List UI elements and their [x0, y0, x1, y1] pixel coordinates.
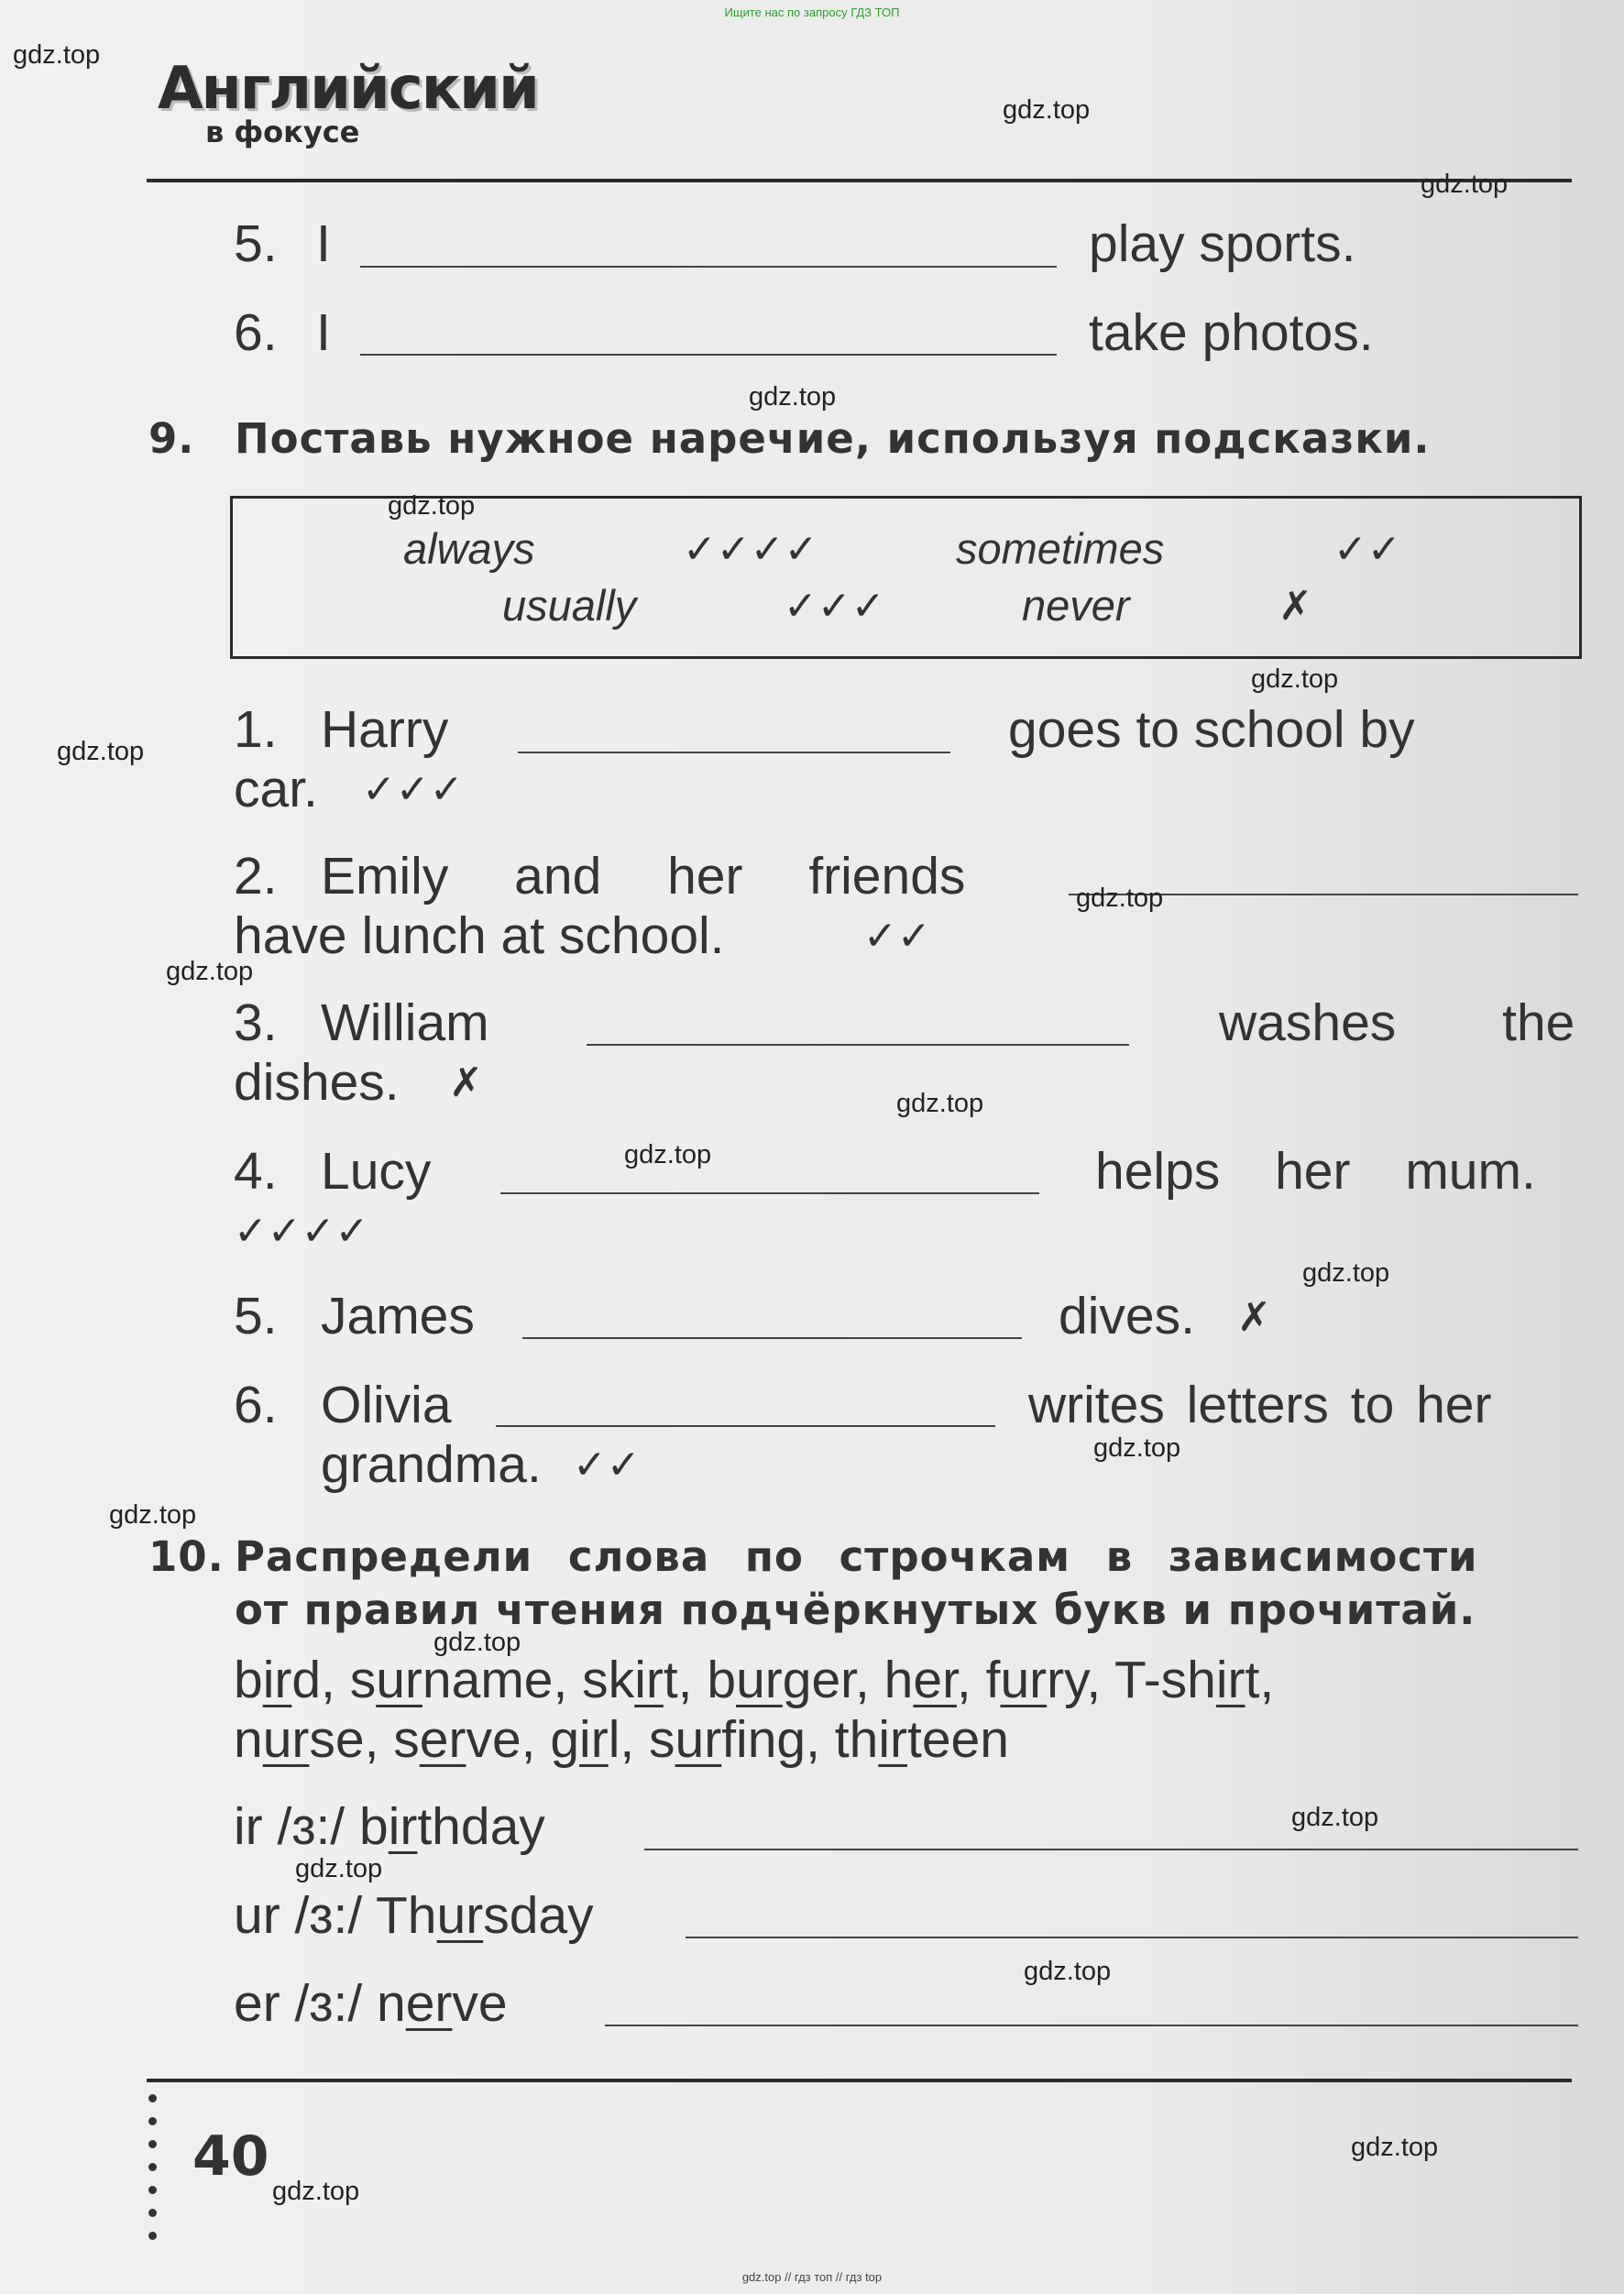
- prev-item-5-number: 5.: [234, 214, 278, 273]
- ex10-number: 10.: [148, 1532, 225, 1581]
- answer-line[interactable]: [522, 1337, 1022, 1339]
- margin-dot: [148, 2140, 157, 2148]
- watermark: gdz.top: [1076, 884, 1164, 913]
- margin-dot: [148, 2209, 157, 2217]
- prev-item-6-number: 6.: [234, 303, 278, 362]
- answer-line[interactable]: [500, 1192, 1039, 1194]
- ex9-item-3-name: William: [321, 993, 489, 1052]
- ex9-item-1-after: goes to school by: [1008, 700, 1415, 759]
- ex9-item-2-name: Emily and her friends: [321, 847, 966, 906]
- ex9-item-3-number: 3.: [234, 993, 278, 1052]
- ex9-item-5-name: James: [321, 1287, 475, 1345]
- ex9-item-4-after: helps her mum.: [1095, 1142, 1536, 1201]
- ex9-item-6-line2: grandma.: [321, 1435, 542, 1494]
- answer-line[interactable]: [360, 266, 1057, 268]
- ex9-item-2-line2: have lunch at school.: [234, 906, 725, 965]
- watermark: gdz.top: [749, 382, 837, 412]
- answer-line[interactable]: [605, 2025, 1578, 2026]
- ex9-item-6-number: 6.: [234, 1376, 278, 1434]
- ex10-row-ir: ir /ɜ:/ birthday: [234, 1797, 545, 1856]
- ex9-item-3-marks: ✗: [449, 1059, 483, 1106]
- watermark: gdz.top: [388, 491, 476, 521]
- hint-always-marks: ✓✓✓✓: [683, 526, 818, 573]
- ex10-words-line2: nurse, serve, girl, surfing, thirteen: [234, 1710, 1009, 1769]
- watermark: gdz.top: [166, 957, 254, 986]
- ex9-item-6-after: writes letters to her: [1028, 1376, 1492, 1434]
- ex9-item-1-number: 1.: [234, 700, 278, 759]
- prev-item-5-subject: I: [316, 214, 331, 273]
- ex9-item-6-marks: ✓✓: [573, 1442, 641, 1488]
- ex9-item-5-marks: ✗: [1237, 1294, 1271, 1341]
- watermark: gdz.top: [1421, 170, 1509, 199]
- ex9-item-4-number: 4.: [234, 1142, 278, 1201]
- watermark: gdz.top: [295, 1854, 383, 1883]
- answer-line[interactable]: [587, 1044, 1129, 1046]
- answer-line[interactable]: [686, 1937, 1578, 1938]
- top-note: Ищите нас по запросу ГДЗ ТОП: [724, 5, 900, 19]
- ex9-item-1-line2: car.: [234, 760, 318, 818]
- hint-usually-marks: ✓✓✓: [784, 583, 885, 630]
- hint-sometimes-marks: ✓✓: [1333, 526, 1401, 573]
- watermark: gdz.top: [1024, 1957, 1112, 1986]
- ex9-item-4-name: Lucy: [321, 1142, 432, 1201]
- watermark: gdz.top: [433, 1628, 521, 1657]
- ex10-row-ur: ur /ɜ:/ Thursday: [234, 1886, 594, 1945]
- hint-usually: usually: [502, 581, 637, 630]
- margin-dot: [148, 2186, 157, 2194]
- prev-item-6-subject: I: [316, 303, 331, 362]
- header-rule: [147, 179, 1572, 182]
- ex9-item-3-line2: dishes.: [234, 1053, 400, 1112]
- margin-dot: [148, 2117, 157, 2125]
- watermark: gdz.top: [1093, 1433, 1181, 1463]
- ex10-words-line1: bird, surname, skirt, burger, her, furry, T-shirt,: [234, 1651, 1275, 1709]
- watermark: gdz.top: [109, 1500, 197, 1530]
- watermark: gdz.top: [1302, 1258, 1390, 1288]
- ex10-instruction-line2: от правил чтения подчёркнутых букв и прочитай.: [235, 1586, 1476, 1634]
- watermark: gdz.top: [896, 1089, 984, 1118]
- hint-never: never: [1022, 581, 1130, 630]
- logo-title: Английский: [158, 55, 538, 123]
- answer-line[interactable]: [360, 354, 1057, 356]
- watermark: gdz.top: [1351, 2133, 1439, 2162]
- watermark: gdz.top: [272, 2177, 360, 2206]
- watermark: gdz.top: [1251, 664, 1339, 694]
- ex9-number: 9.: [148, 414, 195, 463]
- watermark: gdz.top: [1003, 95, 1091, 125]
- logo-subtitle: в фокусе: [205, 115, 360, 149]
- ex9-instruction: Поставь нужное наречие, используя подсказки.: [235, 414, 1431, 463]
- ex9-item-6-name: Olivia: [321, 1376, 452, 1434]
- answer-line[interactable]: [518, 752, 950, 753]
- margin-dot: [148, 2163, 157, 2171]
- footer-rule: [147, 2079, 1572, 2082]
- margin-dot: [148, 2094, 157, 2102]
- prev-item-6-rest: take photos.: [1089, 303, 1374, 362]
- ex9-item-1-marks: ✓✓✓: [362, 766, 464, 813]
- margin-dot: [148, 2232, 157, 2240]
- bottom-note: gdz.top // гдз топ // гдз top: [741, 2270, 883, 2284]
- ex9-item-3-after: washes the: [1219, 993, 1575, 1052]
- page-number: 40: [192, 2124, 269, 2189]
- ex9-item-2-marks: ✓✓: [863, 913, 931, 960]
- hint-never-marks: ✗: [1278, 583, 1312, 630]
- ex10-instruction-line1: Распредели слова по строчкам в зависимости: [235, 1532, 1478, 1581]
- ex9-item-4-marks: ✓✓✓✓: [234, 1208, 369, 1255]
- prev-item-5-rest: play sports.: [1089, 214, 1356, 273]
- watermark: gdz.top: [624, 1140, 712, 1169]
- ex9-item-5-number: 5.: [234, 1287, 278, 1345]
- hint-sometimes: sometimes: [956, 524, 1165, 573]
- watermark: gdz.top: [13, 40, 101, 70]
- answer-line[interactable]: [496, 1425, 995, 1427]
- ex10-row-er: er /ɜ:/ nerve: [234, 1974, 508, 2033]
- ex9-item-1-name: Harry: [321, 700, 449, 759]
- answer-line[interactable]: [644, 1849, 1578, 1850]
- watermark: gdz.top: [57, 737, 145, 766]
- watermark: gdz.top: [1291, 1803, 1379, 1832]
- ex9-item-2-number: 2.: [234, 847, 278, 906]
- hint-always: always: [403, 524, 535, 573]
- ex9-item-5-after: dives.: [1059, 1287, 1195, 1345]
